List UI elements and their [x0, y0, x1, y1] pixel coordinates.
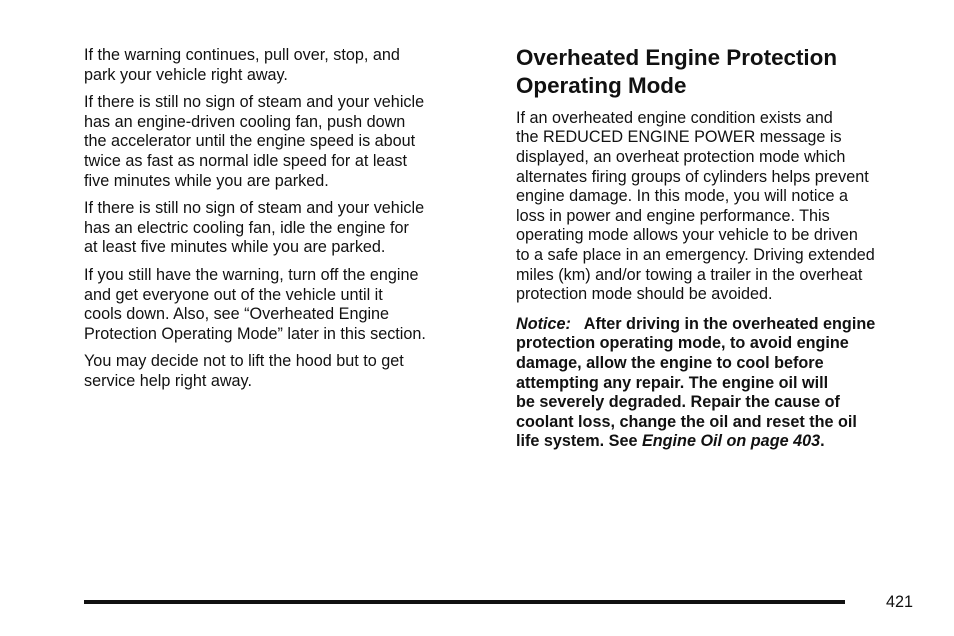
paragraph-still-warning: If you still have the warning, turn off the engine and get everyone out of the vehicle until it cools down. Also, see “Overheated Engine Protection Operating Mode” later in this section. — [84, 265, 426, 343]
notice-label: Notice: — [516, 314, 571, 333]
section-heading: Overheated Engine Protection Operating Mode — [516, 45, 838, 99]
right-column — [516, 44, 926, 460]
paragraph-warning-continues: If the warning continues, pull over, stop, and park your vehicle right away. — [84, 46, 400, 84]
footer-rule — [84, 600, 845, 604]
paragraph-service-help: You may decide not to lift the hood but to get service help right away. — [84, 352, 404, 390]
page-number: 421 — [886, 593, 914, 611]
paragraph-electric-fan: If there is still no sign of steam and your vehicle has an electric cooling fan, idle the engine for at least five minutes while you are parked. — [84, 199, 425, 257]
left-column — [84, 46, 484, 400]
notice-block — [516, 315, 926, 452]
notice-reference: Engine Oil on page 403 — [641, 432, 821, 451]
notice-end: . — [820, 432, 825, 451]
section-body: If an overheated engine condition exists and the REDUCED ENGINE POWER message is displayed, an overheat protection mode which alternates firing groups of cylinders helps prevent engine damage. In this mode, you will notice a loss in power and engine performance. This operating mode allows your vehicle to be driven to a safe place in an emergency. Driving extended miles (km) and/or towing a trailer in the overheat protection mode should be avoided. — [516, 108, 875, 304]
notice-text: After driving in the overheated engine protection operating mode, to avoid engine damage, allow the engine to cool before attempting any repair. The engine oil will be severely degraded. Repair the cause of coolant loss, change the oil and reset the oil life system. See — [516, 314, 876, 451]
paragraph-engine-driven-fan: If there is still no sign of steam and your vehicle has an engine-driven cooling fan, push down the accelerator until the engine speed is about twice as fast as normal idle speed for at least five minutes while you are parked. — [84, 93, 425, 190]
